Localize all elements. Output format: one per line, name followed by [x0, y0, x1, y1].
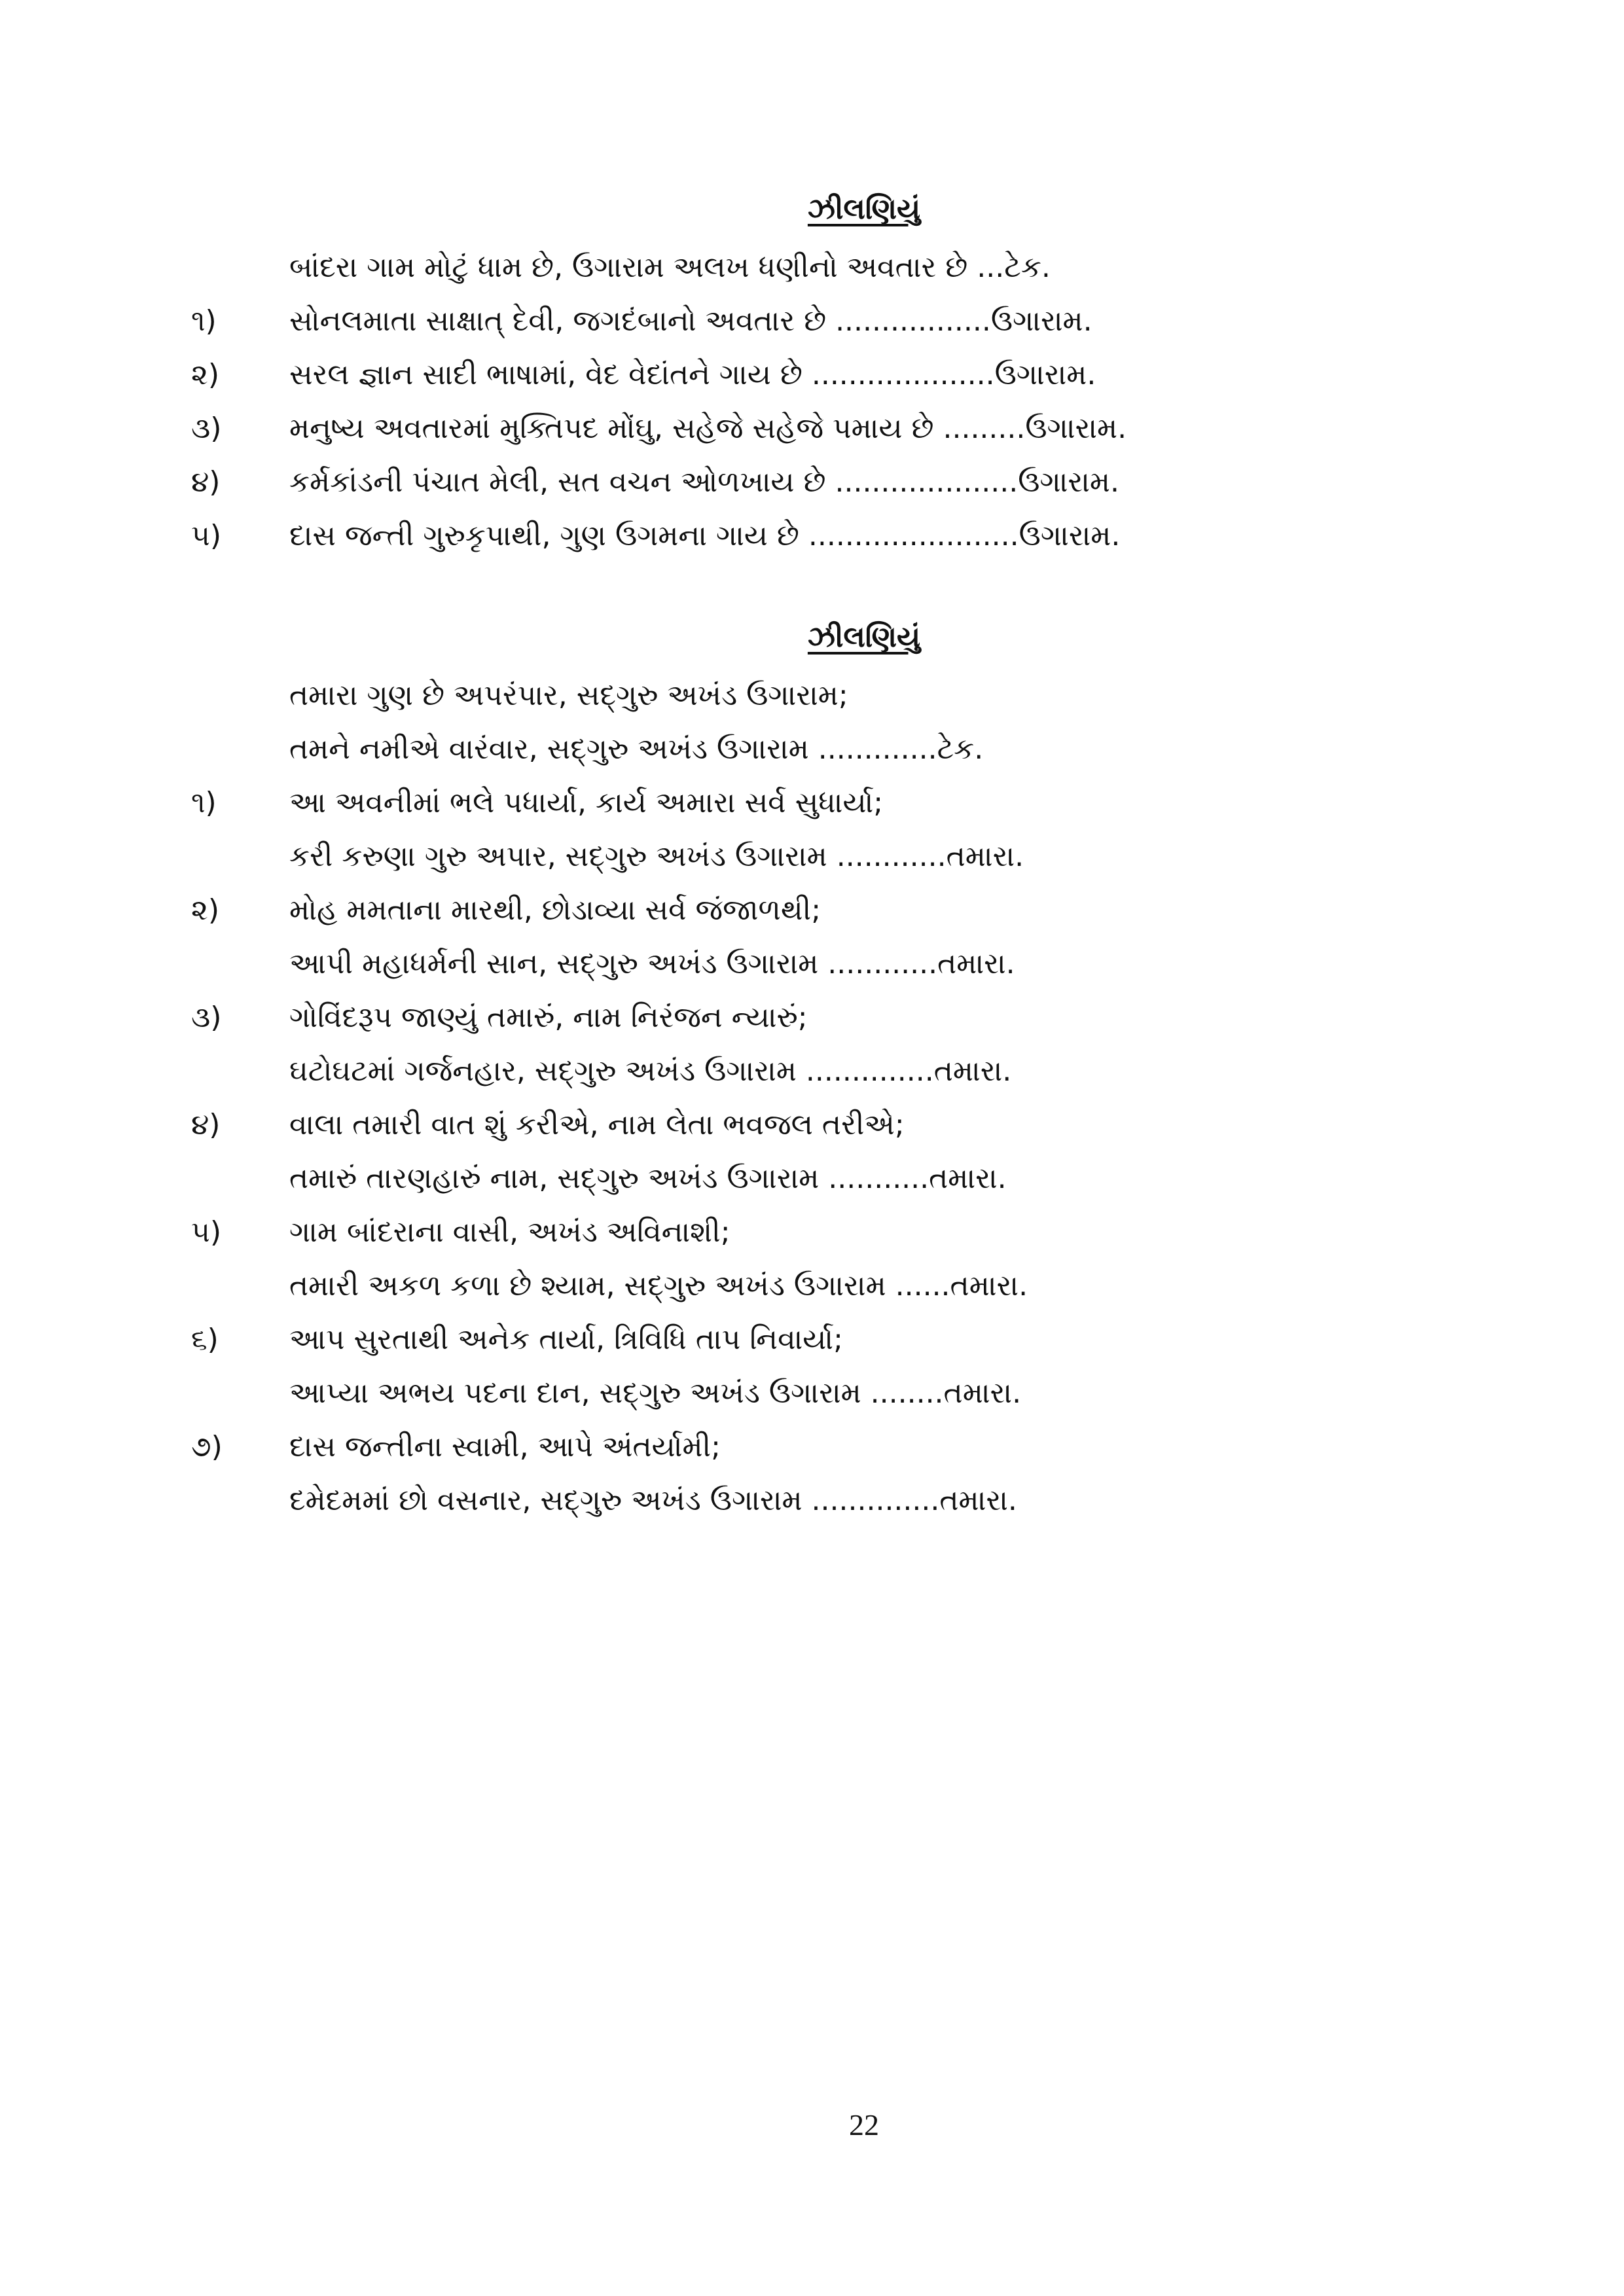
verse-text: મનુષ્ય અવતારમાં મુક્તિપદ મોંઘુ, સહેજે સહેજે પમાય છે .........ઉગારામ.: [289, 412, 1127, 445]
verse-text: સરલ જ્ઞાન સાદી ભાષામાં, વેદ વેદાંતને ગાય છે ....................ઉગારામ.: [289, 358, 1096, 391]
verse-text: દાસ જન્તીના સ્વામી, આપે અંતર્યામી;: [289, 1430, 721, 1463]
verse-number: ૩): [191, 1001, 222, 1034]
verse-text: તમારું તારણહારું નામ, સદ્‌ગુરુ અખંડ ઉગારામ ...........તમારા.: [289, 1162, 1007, 1195]
verse-text: ગોવિંદરૂપ જાણ્યું તમારું, નામ નિરંજન ન્યારું;: [289, 1001, 808, 1034]
verse-text: આપ્યા અભય પદના દાન, સદ્‌ગુરુ અખંડ ઉગારામ ........તમારા.: [289, 1376, 1022, 1410]
verse-number: ૫): [191, 519, 222, 552]
verse-text: દમેદમમાં છો વસનાર, સદ્‌ગુરુ અખંડ ઉગારામ ..............તમારા.: [289, 1484, 1017, 1517]
verse-number: ૬): [191, 1323, 219, 1356]
verse-number: ૨): [191, 893, 219, 927]
verse-text: કર્મકાંડની પંચાત મેલી, સત વચન ઓળખાય છે ....................ઉગારામ.: [289, 465, 1119, 499]
verse-number: ૩): [191, 412, 222, 445]
verse-text: તમારી અકળ કળા છે શ્યામ, સદ્‌ગુરુ અખંડ ઉગારામ ......તમારા.: [289, 1269, 1028, 1302]
verse-number: ૪): [191, 465, 221, 499]
verse-text: વાલા તમારી વાત શું કરીએ, નામ લેતા ભવજલ તરીએ;: [289, 1108, 905, 1141]
verse-text: ઘટોઘટમાં ગર્જનહાર, સદ્‌ગુરુ અખંડ ઉગારામ ..............તમારા.: [289, 1054, 1012, 1088]
verse-text: આપ સુરતાથી અનેક તાર્યા, ત્રિવિધિ તાપ નિવાર્યા;: [289, 1323, 843, 1356]
verse-number: ૧): [191, 786, 217, 819]
verse-text: ગામ બાંદરાના વાસી, અખંડ અવિનાશી;: [289, 1215, 731, 1249]
verse-text: સોનલમાતા સાક્ષાત્ દેવી, જગદંબાનો અવતાર છે .................ઉગારામ.: [289, 304, 1092, 338]
verse-number: ૫): [191, 1215, 222, 1249]
verse-number: ૪): [191, 1108, 221, 1141]
section-title: ઝીલણિયું: [807, 620, 921, 654]
page-number: 22: [849, 2108, 879, 2142]
verse-number: ૭): [191, 1430, 223, 1463]
verse-number: ૨): [191, 358, 219, 391]
verse-number: ૧): [191, 304, 217, 338]
verse-text: કરી કરુણા ગુરુ અપાર, સદ્‌ગુરુ અખંડ ઉગારામ ............તમારા.: [289, 840, 1024, 873]
verse-text: તમને નમીએ વારંવાર, સદ્‌ગુરુ અખંડ ઉગારામ .............ટેક.: [289, 732, 984, 766]
verse-text: દાસ જન્તી ગુરુકૃપાથી, ગુણ ઉગમના ગાય છે .......................ઉગારામ.: [289, 519, 1121, 552]
section-title: ઝીલણિયું: [807, 192, 921, 226]
verse-text: બાંદરા ગામ મોટું ધામ છે, ઉગારામ અલખ ધણીનો અવતાર છે ...ટેક.: [289, 251, 1051, 284]
verse-text: મોહ મમતાના મારથી, છોડાવ્યા સર્વ જંજાળથી;: [289, 893, 821, 927]
verse-text: આ અવનીમાં ભલે પધાર્યા, કાર્ય અમારા સર્વ સુધાર્યા;: [289, 786, 884, 819]
verse-text: તમારા ગુણ છે અપરંપાર, સદ્‌ગુરુ અખંડ ઉગારામ;: [289, 679, 848, 712]
verse-text: આપી મહાધર્મની સાન, સદ્‌ગુરુ અખંડ ઉગારામ ............તમારા.: [289, 947, 1015, 980]
